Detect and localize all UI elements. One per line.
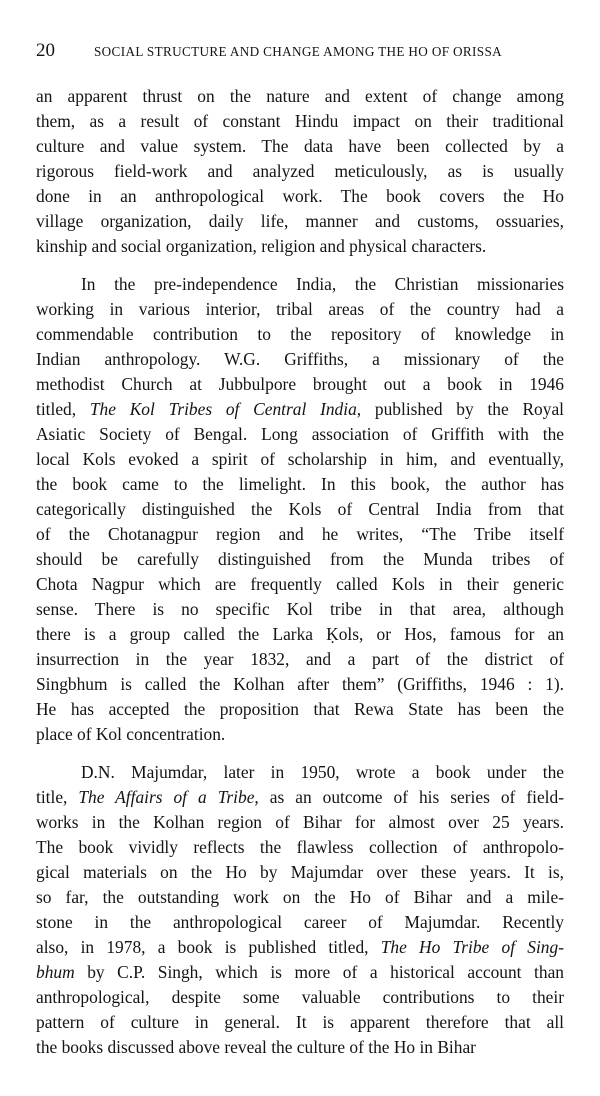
book-title-italic: The Ho Tribe of Sing- [380,937,564,957]
text-line: He has accepted the proposition that Rewa State has been the [36,699,564,719]
text-line: gical materials on the Ho by Majumdar over these years. It is, [36,862,564,882]
running-title: SOCIAL STRUCTURE AND CHANGE AMONG THE HO OF ORISSA [94,44,503,59]
text-line: the books discussed above reveal the culture of the Ho in Bihar [36,1037,476,1057]
text-line: The book vividly reflects the flawless collection of anthropolo- [36,837,564,857]
text-line: should be carefully distinguished from the Munda tribes of [36,549,564,569]
text-line: titled, The Kol Tribes of Central India, published by the Royal [36,399,564,419]
text-line: stone in the anthropological career of Majumdar. Recently [36,912,564,932]
text-line: so far, the outstanding work on the Ho of Bihar and a mile- [36,887,564,907]
book-page [36,40,564,1060]
body-text [36,84,564,1060]
book-title-italic: The Affairs of a Tribe, [78,787,259,807]
text-line: Asiatic Society of Bengal. Long association of Griffith with the [36,424,564,444]
book-title-italic: The Kol Tribes of Central India [89,399,357,419]
text-line: bhum by C.P. Singh, which is more of a historical account than [36,962,564,982]
text-line: place of Kol concentration. [36,724,226,744]
text-line: pattern of culture in general. It is apparent therefore that all [36,1012,564,1032]
text-line: working in various interior, tribal areas of the country had a [36,299,564,319]
paragraph-continuation [36,84,564,259]
page-number: 20 [36,40,55,61]
text-line: them, as a result of constant Hindu impact on their traditional [36,111,564,131]
text-line: an apparent thrust on the nature and extent of change among [36,86,564,106]
text-line: done in an anthropological work. The book covers the Ho [36,186,564,206]
text-line: Indian anthropology. W.G. Griffiths, a missionary of the [36,349,564,369]
text-line: culture and value system. The data have been collected by a [36,136,564,156]
text-line: village organization, daily life, manner and customs, ossuaries, [36,211,564,231]
text-line: of the Chotanagpur region and he writes, “The Tribe itself [36,524,564,544]
text-line: Singbhum is called the Kolhan after them” (Griffiths, 1946 : 1). [36,674,564,694]
book-title-italic: bhum [36,962,75,982]
text-line: works in the Kolhan region of Bihar for almost over 25 years. [36,812,564,832]
text-line: D.N. Majumdar, later in 1950, wrote a book under the [81,762,564,782]
text-line: local Kols evoked a spirit of scholarship in him, and eventually, [36,449,564,469]
text-line: categorically distinguished the Kols of Central India from that [36,499,564,519]
text-line: methodist Church at Jubbulpore brought out a book in 1946 [36,374,564,394]
text-line: the book came to the limelight. In this book, the author has [36,474,564,494]
text-line: kinship and social organization, religion and physical characters. [36,236,487,256]
text-line: also, in 1978, a book is published titled, The Ho Tribe of Sing- [36,937,564,957]
text-line: In the pre-independence India, the Christian missionaries [81,274,564,294]
paragraph-majumdar [36,760,564,1060]
text-line: title, The Affairs of a Tribe, as an outcome of his series of field- [36,787,564,807]
text-line: there is a group called the Larka Ḳols, or Hos, famous for an [36,624,564,644]
text-line: anthropological, despite some valuable contributions to their [36,987,564,1007]
text-line: Chota Nagpur which are frequently called Kols in their generic [36,574,564,594]
text-line: sense. There is no specific Kol tribe in that area, although [36,599,564,619]
text-line: commendable contribution to the repository of knowledge in [36,324,564,344]
paragraph-missionaries [36,272,564,747]
text-line: rigorous field-work and analyzed meticulously, as is usually [36,161,564,181]
text-line: insurrection in the year 1832, and a part of the district of [36,649,564,669]
running-header [36,40,564,64]
